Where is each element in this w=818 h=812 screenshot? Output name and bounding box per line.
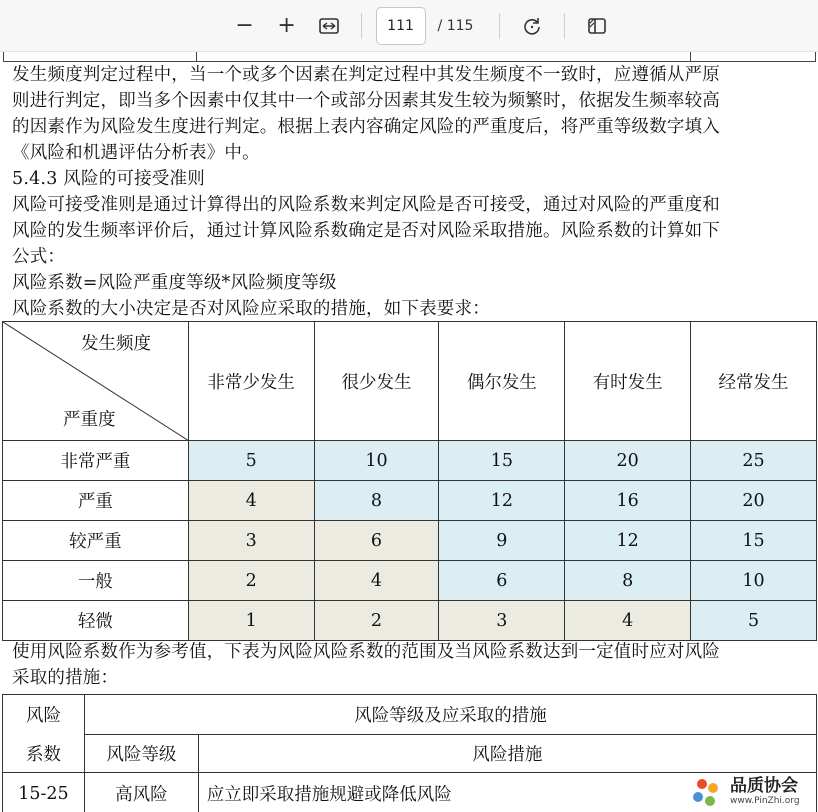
row-label: 一般 [3, 561, 189, 601]
matrix-corner-cell [3, 322, 189, 441]
paragraph-line: 《风险和机遇评估分析表》中。 [12, 143, 260, 163]
rotate-button[interactable] [514, 8, 550, 44]
page-view-icon [587, 17, 607, 35]
matrix-cell: 3 [439, 601, 565, 641]
matrix-cell: 20 [565, 441, 691, 481]
matrix-cell: 12 [439, 481, 565, 521]
zoom-in-button[interactable]: + [277, 13, 296, 38]
matrix-cell: 5 [691, 601, 817, 641]
toolbar-divider [361, 13, 362, 39]
paragraph-line: 风险系数的大小决定是否对风险应采取的措施，如下表要求： [12, 299, 490, 319]
risk-matrix-table [2, 321, 817, 641]
section-heading: 5.4.3 风险的可接受准则 [12, 169, 205, 189]
table-row [3, 601, 817, 641]
risk-level-cell: 高风险 [84, 773, 198, 812]
risk-measure-header: 风险措施 [198, 735, 816, 773]
paragraph-line: 风险可接受准则是通过计算得出的风险系数来判定风险是否可接受，通过对风险的严重度和 [12, 195, 720, 215]
table-row [3, 561, 817, 601]
matrix-cell: 15 [691, 521, 817, 561]
matrix-cell: 2 [314, 601, 439, 641]
previous-table-bottom [3, 52, 816, 62]
pinzhi-logo-icon [688, 776, 726, 808]
risk-measure-cell: 应立即采取措施规避或降低风险 [198, 773, 816, 812]
column-header: 很少发生 [314, 322, 439, 441]
matrix-cell: 10 [691, 561, 817, 601]
matrix-cell: 10 [314, 441, 439, 481]
risk-range-cell: 15-25 [3, 773, 85, 812]
matrix-header-row [3, 322, 817, 441]
column-header: 经常发生 [691, 322, 817, 441]
paragraph-line: 发生频度判定过程中，当一个或多个因素在判定过程中其发生频度不一致时，应遵循从严原 [12, 65, 720, 85]
measures-header-row [3, 695, 817, 735]
row-label: 严重 [3, 481, 189, 521]
page-view-button[interactable] [579, 8, 615, 44]
severity-header: 严重度 [63, 410, 116, 430]
matrix-cell: 16 [565, 481, 691, 521]
measures-span-header: 风险等级及应采取的措施 [84, 695, 816, 735]
matrix-cell: 8 [314, 481, 439, 521]
matrix-cell: 6 [314, 521, 439, 561]
toolbar-divider [564, 13, 565, 39]
paragraph-line: 使用风险系数作为参考值，下表为风险风险系数的范围及当风险系数达到一定值时应对风险 [12, 642, 720, 662]
measures-subheader-row [3, 735, 817, 773]
column-header: 偶尔发生 [439, 322, 565, 441]
paragraph-line: 公式： [12, 247, 66, 267]
table-row [3, 481, 817, 521]
formula-line: 风险系数=风险严重度等级*风险频度等级 [12, 273, 337, 293]
paragraph-line: 的因素作为风险发生度进行判定。根据上表内容确定风险的严重度后，将严重等级数字填入 [12, 117, 720, 137]
matrix-cell: 8 [565, 561, 691, 601]
watermark-url: www.PinZhi.org [730, 796, 800, 806]
matrix-cell: 2 [188, 561, 314, 601]
paragraph-line: 采取的措施： [12, 668, 119, 688]
matrix-cell: 1 [188, 601, 314, 641]
frequency-header: 发生频度 [81, 334, 151, 354]
zoom-out-button[interactable]: − [235, 13, 254, 38]
matrix-cell: 3 [188, 521, 314, 561]
column-header: 有时发生 [565, 322, 691, 441]
document-page [0, 52, 818, 812]
toolbar-divider [499, 13, 500, 39]
row-label: 轻微 [3, 601, 189, 641]
risk-coef-header-bottom: 系数 [3, 735, 85, 773]
fit-width-button[interactable] [311, 8, 347, 44]
paragraph-line: 风险的发生频率评价后，通过计算风险系数确定是否对风险采取措施。风险系数的计算如下 [12, 221, 720, 241]
fit-width-icon [319, 18, 339, 34]
risk-level-header: 风险等级 [84, 735, 198, 773]
watermark-name: 品质协会 [730, 776, 798, 796]
row-label: 非常严重 [3, 441, 189, 481]
page-number-input[interactable] [376, 7, 426, 45]
watermark [688, 774, 814, 810]
matrix-cell: 12 [565, 521, 691, 561]
matrix-cell: 20 [691, 481, 817, 521]
row-label: 较严重 [3, 521, 189, 561]
matrix-cell: 25 [691, 441, 817, 481]
matrix-cell: 4 [188, 481, 314, 521]
matrix-cell: 5 [188, 441, 314, 481]
risk-coef-header-top: 风险 [3, 695, 85, 735]
matrix-cell: 9 [439, 521, 565, 561]
pdf-toolbar [0, 0, 818, 52]
table-row [3, 521, 817, 561]
rotate-icon [522, 16, 542, 36]
matrix-cell: 15 [439, 441, 565, 481]
matrix-cell: 4 [314, 561, 439, 601]
matrix-cell: 4 [565, 601, 691, 641]
paragraph-line: 则进行判定，即当多个因素中仅其中一个或部分因素其发生较为频繁时，依据发生频率较高 [12, 91, 720, 111]
table-row [3, 441, 817, 481]
column-header: 非常少发生 [188, 322, 314, 441]
page-total: / 115 [437, 17, 474, 34]
matrix-cell: 6 [439, 561, 565, 601]
